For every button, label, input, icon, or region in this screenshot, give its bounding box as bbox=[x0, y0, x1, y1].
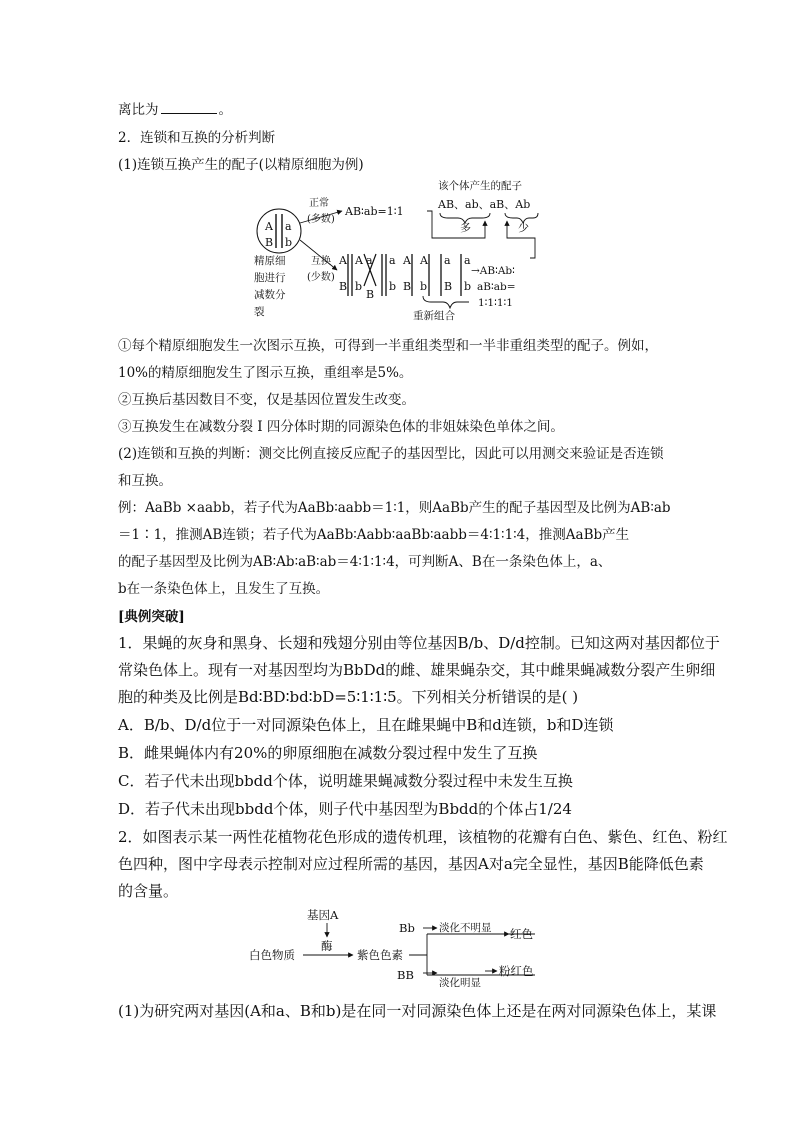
crossover-diagram bbox=[245, 178, 555, 326]
svg-text:b: b bbox=[355, 280, 363, 293]
svg-text:A: A bbox=[403, 254, 411, 267]
svg-text:多: 多 bbox=[460, 221, 471, 234]
option-a[interactable]: A．B/b、D/d位于一对同源染色体上，且在雌果蝇中B和d连锁，b和D连锁 bbox=[118, 716, 614, 734]
option-c[interactable]: C．若子代未出现bbdd个体，说明雄果蝇减数分裂过程中未发生互换 bbox=[118, 772, 573, 790]
question-1: 1．果蝇的灰身和黑身、长翅和残翅分别由等位基因B/b、D/d控制。已知这两对基因都位于 bbox=[118, 634, 720, 652]
svg-text:a: a bbox=[366, 254, 373, 267]
svg-text:b: b bbox=[389, 280, 397, 293]
svg-text:互换: 互换 bbox=[311, 256, 331, 267]
svg-text:a: a bbox=[389, 254, 396, 267]
svg-text:淡化明显: 淡化明显 bbox=[439, 977, 481, 987]
question-2-sub1: (1)为研究两对基因(A和a、B和b)是在同一对同源染色体上还是在两对同源染色体上，某课 bbox=[118, 1002, 717, 1020]
svg-text:少: 少 bbox=[518, 221, 529, 234]
gene-b: b bbox=[285, 236, 293, 249]
cell-circle bbox=[257, 209, 301, 253]
section-heading: [典例突破] bbox=[118, 609, 185, 625]
question-2: 2．如图表示某一两性花植物花色形成的遗传机理，该植物的花瓣有白色、紫色、红色、粉红 bbox=[118, 828, 728, 846]
svg-text:A: A bbox=[355, 254, 363, 267]
svg-text:B: B bbox=[444, 280, 453, 293]
genotype-BB: BB bbox=[397, 968, 414, 982]
recombination-label: 重新组合 bbox=[413, 310, 455, 322]
svg-text:1∶1∶1∶1: 1∶1∶1∶1 bbox=[478, 297, 513, 309]
svg-text:淡化不明显: 淡化不明显 bbox=[439, 922, 492, 934]
svg-text:A: A bbox=[339, 254, 347, 267]
document-page: 离比为 。 2．连锁和互换的分析判断 (1)连锁互换产生的配子(以精原细胞为例) A a B b 精原细 胞进行 减数分 裂 正常 (多数) AB∶ab=1∶1 该个体产生的配子 AB、ab、aB、Ab 多 少 互换 (少数) A A a a B b B b A B A b a B a b 重新组合 →AB∶Ab∶ aB∶ab= 1∶1∶1∶1 ①每个精原细胞发生一次图示互换，可得到一半重组类型和一半非重组类型的配子。例如， 10%的精原细胞发生了图示互换，重组率是5%。 ②互换后基因数目不变，仅是基因位置发生改变。 ③互换发生在减数分裂 Ⅰ 四分体时期的同源染色体的非姐妹染色单体之间。 (2)连锁和互换的判断：测交比例直接反应配子的基因型比，因此可以用测交来验证是否连锁 和互换。 例：AaBb ×aabb，若子代为AaBb∶aabb＝1∶1，则AaBb产生的配子基因型及比例为AB∶ab ＝1∶1，推测AB连锁；若子代为AaBb∶Aabb∶aaBb∶aabb＝4∶1∶1∶4，推测AaBb产生 的配子基因型及比例为AB∶Ab∶aB∶ab＝4∶1∶1∶4，可判断A、B在一条染色体上，a、 b在一条染色体上，且发生了互换。 [典例突破] 1．果蝇的灰身和黑身、长翅和残翅分别由等位基因B/b、D/d控制。已知这两对基因都位于 常染色体上。现有一对基因型均为BbDd的雌、雄果蝇杂交，其中雌果蝇减数分裂产生卵细 胞的种类及比例是Bd∶BD∶bd∶bD=5∶1∶1∶5。下列相关分析错误的是( ) A．B/b、D/d位于一对同源染色体上，且在雌果蝇中B和d连锁，b和D连锁 B．雌果蝇体内有20%的卵原细胞在减数分裂过程中发生了互换 C．若子代未出现bbdd个体，说明雄果蝇减数分裂过程中未发生互换 D．若子代未出现bbdd个体，则子代中基因型为Bbdd的个体占1/24 2．如图表示某一两性花植物花色形成的遗传机理，该植物的花瓣有白色、紫色、红色、粉红 色四种，图中字母表示控制对应过程所需的基因，基因A对a完全显性，基因B能降低色素 的含量。 基因A 酶 白色物质 紫色色素 Bb BB 淡化不明显 红色 淡化明显 粉红色 (1)为研究两对基因(A和a、B和b)是在同一对同源染色体上还是在两对同源染色体上，某课 bbox=[0, 0, 794, 1123]
white-substance: 白色物质 bbox=[249, 948, 295, 962]
answer-blank[interactable] bbox=[161, 101, 217, 114]
svg-text:→AB∶Ab∶: →AB∶Ab∶ bbox=[471, 265, 515, 277]
section2-sub1: (1)连锁互换产生的配子(以精原细胞为例) bbox=[118, 157, 364, 173]
purple-pigment: 紫色色素 bbox=[357, 948, 403, 962]
option-d[interactable]: D．若子代未出现bbdd个体，则子代中基因型为Bbdd的个体占1/24 bbox=[118, 800, 572, 818]
normal-ratio: AB∶ab=1∶1 bbox=[345, 205, 404, 218]
option-b[interactable]: B．雌果蝇体内有20%的卵原细胞在减数分裂过程中发生了互换 bbox=[118, 744, 538, 762]
svg-text:A: A bbox=[420, 254, 428, 267]
gene-A: A bbox=[265, 220, 273, 233]
gene-a-label: 基因A bbox=[307, 908, 339, 922]
svg-text:(少数): (少数) bbox=[307, 272, 335, 283]
svg-text:b: b bbox=[464, 280, 472, 293]
svg-text:a: a bbox=[464, 254, 471, 267]
pink-color: 粉红色 bbox=[499, 964, 534, 978]
svg-text:B: B bbox=[339, 280, 348, 293]
svg-text:B: B bbox=[403, 280, 412, 293]
genotype-Bb: Bb bbox=[399, 921, 415, 935]
gametes-list: AB、ab、aB、Ab bbox=[438, 198, 531, 211]
svg-text:B: B bbox=[366, 288, 375, 301]
svg-text:减数分: 减数分 bbox=[254, 289, 286, 301]
flower-color-pathway bbox=[245, 905, 555, 987]
svg-text:b: b bbox=[420, 280, 428, 293]
gene-a: a bbox=[285, 220, 292, 233]
gene-B: B bbox=[265, 236, 274, 249]
svg-text:aB∶ab=: aB∶ab= bbox=[477, 281, 516, 293]
top-line: 离比为 。 bbox=[118, 102, 232, 118]
enzyme-label: 酶 bbox=[321, 939, 333, 953]
svg-text:(多数): (多数) bbox=[307, 214, 335, 225]
gametes-caption: 该个体产生的配子 bbox=[438, 180, 522, 192]
svg-text:胞进行: 胞进行 bbox=[254, 272, 286, 284]
normal-label: 正常 bbox=[309, 198, 329, 209]
svg-text:a: a bbox=[444, 254, 451, 267]
svg-text:精原细: 精原细 bbox=[254, 255, 286, 267]
svg-text:裂: 裂 bbox=[254, 306, 265, 318]
red-color: 红色 bbox=[510, 927, 533, 941]
section2-title: 2．连锁和互换的分析判断 bbox=[118, 130, 276, 146]
